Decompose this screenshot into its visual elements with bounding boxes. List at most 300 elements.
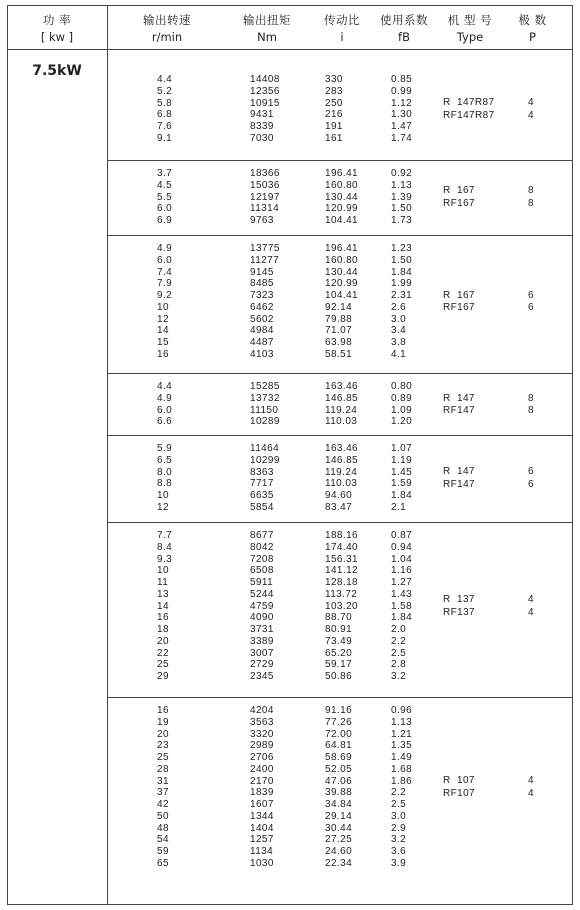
ratio-cell: 188.16 [325,530,358,541]
ratio-cell: 59.17 [325,659,353,671]
factor-cell: 1.84 [391,490,413,501]
torque-cell: 4759 [250,600,274,612]
factor-cell: 2.9 [391,822,407,834]
speed-cell: 6.0 [157,404,173,416]
header-ratio: 传动比 [324,13,360,27]
ratio-cell: 119.24 [325,466,358,478]
speed-cell: 29 [157,671,169,682]
ratio-cell: 120.99 [325,203,358,215]
factor-cell: 1.07 [391,443,413,454]
speed-cell: 6.6 [157,416,173,428]
group-ratios-column [325,705,352,870]
type-cell: RF147 [443,478,476,490]
speed-cell: 37 [157,787,169,799]
ratio-cell: 39.88 [325,787,353,799]
ratio-cell: 94.60 [325,490,353,501]
speed-cell: 6.0 [157,254,173,266]
ratio-cell: 79.88 [325,313,353,325]
speed-cell: 11 [157,577,169,588]
pole-cell: 4 [528,787,534,799]
speed-cell: 28 [157,763,169,775]
factor-cell: 0.99 [391,85,413,97]
torque-cell: 4487 [250,337,274,348]
pole-cell: 4 [528,109,534,121]
group-torques-column [250,705,274,870]
speed-cell: 48 [157,822,169,834]
torque-cell: 18366 [250,168,280,179]
group-ratios-column [325,74,343,145]
factor-cell: 0.94 [391,541,413,553]
torque-cell: 2345 [250,671,274,682]
speed-cell: 42 [157,799,169,810]
speed-cell: 65 [157,857,169,869]
factor-cell: 1.12 [391,97,413,109]
factor-cell: 3.4 [391,325,407,337]
torque-cell: 12356 [250,85,280,97]
group-speeds-column [157,168,172,227]
group-speeds-column [157,530,172,683]
speed-cell: 4.4 [157,74,173,85]
torque-cell: 8042 [250,541,274,553]
factor-cell: 1.21 [391,728,413,740]
selection-table [7,5,572,905]
torque-cell: 4984 [250,325,274,337]
group-torques-column [250,443,280,514]
group-factors-column [391,243,412,361]
ratio-cell: 283 [325,85,343,97]
speed-cell: 5.8 [157,97,173,109]
border-bottom [7,904,573,905]
ratio-cell: 110.03 [325,478,358,490]
factor-cell: 1.13 [391,716,413,728]
group-poles-column [528,290,534,315]
factor-cell: 1.45 [391,466,413,478]
torque-cell: 1607 [250,799,274,810]
torque-cell: 9431 [250,109,274,121]
speed-cell: 54 [157,834,169,846]
ratio-cell: 103.20 [325,600,358,612]
speed-cell: 12 [157,501,169,513]
group-types-column [443,185,475,210]
ratio-cell: 141.12 [325,565,358,577]
torque-cell: 15036 [250,179,280,191]
ratio-cell: 161 [325,132,343,144]
speed-cell: 18 [157,624,169,635]
group-divider [107,697,573,698]
speed-cell: 16 [157,348,169,360]
border-top [7,5,573,6]
pole-cell: 8 [528,197,534,209]
speed-cell: 6.9 [157,215,173,226]
group-speeds-column [157,443,172,514]
speed-cell: 7.9 [157,278,173,290]
factor-cell: 2.2 [391,635,407,647]
speed-cell: 5.5 [157,191,173,203]
factor-cell: 0.92 [391,168,413,179]
group-types-column [443,775,475,800]
factor-cell: 1.47 [391,121,413,132]
group-torques-column [250,530,274,683]
group-ratios-column [325,443,358,514]
torque-cell: 1134 [250,846,274,857]
group-ratios-column [325,381,358,428]
factor-cell: 1.68 [391,763,413,775]
group-factors-column [391,381,412,428]
group-types-column [443,466,475,491]
group-torques-column [250,74,280,145]
group-torques-column [250,381,280,428]
torque-cell: 1344 [250,810,274,822]
torque-cell: 6508 [250,565,274,577]
header-power: 功 率 [42,13,72,27]
speed-cell: 16 [157,705,169,716]
speed-cell: 8.0 [157,466,173,478]
torque-cell: 8363 [250,466,274,478]
speed-cell: 59 [157,846,169,857]
factor-cell: 1.84 [391,266,413,278]
factor-cell: 0.85 [391,74,413,85]
ratio-cell: 47.06 [325,775,353,787]
torque-cell: 2706 [250,752,274,763]
speed-cell: 14 [157,600,169,612]
factor-cell: 3.0 [391,313,407,325]
torque-cell: 3731 [250,624,274,635]
factor-cell: 0.96 [391,705,413,716]
ratio-cell: 58.51 [325,348,353,360]
ratio-cell: 130.44 [325,266,358,278]
header-type: 机 型 号 [447,13,493,27]
factor-cell: 1.20 [391,416,413,428]
ratio-cell: 50.86 [325,671,353,682]
speed-cell: 14 [157,325,169,337]
group-speeds-column [157,705,169,870]
header-poles-unit: P [529,30,536,44]
group-types-column [443,594,475,619]
factor-cell: 2.6 [391,301,407,313]
factor-cell: 1.50 [391,254,413,266]
ratio-cell: 65.20 [325,647,353,659]
torque-cell: 15285 [250,381,280,392]
speed-cell: 25 [157,659,169,671]
torque-cell: 1404 [250,822,274,834]
group-poles-column [528,185,534,210]
ratio-cell: 22.34 [325,857,353,869]
factor-cell: 3.8 [391,337,407,348]
speed-cell: 50 [157,810,169,822]
factor-cell: 1.19 [391,454,413,466]
speed-cell: 8.8 [157,478,173,490]
group-poles-column [528,594,534,619]
torque-cell: 1030 [250,857,274,869]
type-cell: RF147 [443,405,476,416]
speed-cell: 8.4 [157,541,173,553]
group-factors-column [391,74,412,145]
factor-cell: 2.31 [391,290,413,301]
ratio-cell: 128.18 [325,577,358,588]
torque-cell: 2400 [250,763,274,775]
torque-cell: 3320 [250,728,274,740]
header-service-factor-unit: fB [398,30,410,44]
ratio-cell: 34.84 [325,799,353,810]
header-speed-unit: r/min [151,30,183,44]
group-speeds-column [157,381,172,428]
torque-cell: 9763 [250,215,274,226]
ratio-cell: 119.24 [325,404,358,416]
torque-cell: 5911 [250,577,274,588]
factor-cell: 1.30 [391,109,413,121]
header-power-unit: [ kw ] [40,30,74,44]
factor-cell: 1.99 [391,278,413,290]
factor-cell: 3.0 [391,810,407,822]
pole-cell: 4 [528,594,534,606]
ratio-cell: 88.70 [325,612,353,624]
factor-cell: 1.39 [391,191,413,203]
speed-cell: 6.0 [157,203,173,215]
ratio-cell: 196.41 [325,168,358,179]
header-service-factor: 使用系数 [380,13,428,27]
torque-cell: 11314 [250,203,280,215]
header-divider [7,49,573,50]
torque-cell: 8339 [250,121,274,132]
type-cell: RF137 [443,606,476,618]
speed-cell: 16 [157,612,169,624]
speed-cell: 4.4 [157,381,173,392]
type-cell: R 167 [443,289,475,301]
factor-cell: 1.58 [391,600,413,612]
factor-cell: 3.6 [391,846,407,857]
group-torques-column [250,168,280,227]
torque-cell: 13775 [250,243,280,254]
ratio-cell: 63.98 [325,337,353,348]
group-types-column [443,290,475,315]
header-speed: 输出转速 [143,13,191,27]
factor-cell: 1.43 [391,588,413,600]
group-poles-column [528,775,534,800]
speed-cell: 20 [157,728,169,740]
ratio-cell: 71.07 [325,325,353,337]
type-cell: RF167 [443,302,476,314]
factor-cell: 2.1 [391,501,407,513]
torque-cell: 5244 [250,588,274,600]
ratio-cell: 156.31 [325,553,358,565]
group-divider [107,435,573,436]
torque-cell: 12197 [250,191,280,203]
header-torque: 输出扭矩 [243,13,291,27]
ratio-cell: 29.14 [325,810,353,822]
factor-cell: 2.8 [391,659,407,671]
group-poles-column [528,97,534,122]
ratio-cell: 91.16 [325,705,353,716]
ratio-cell: 160.80 [325,254,358,266]
factor-cell: 1.23 [391,243,413,254]
ratio-cell: 83.47 [325,501,353,513]
ratio-cell: 77.26 [325,716,353,728]
type-cell: R 137 [443,594,475,606]
border-left [7,5,8,905]
speed-cell: 4.5 [157,179,173,191]
pole-cell: 6 [528,302,534,314]
type-cell: R 147R87 [443,97,495,109]
torque-cell: 10299 [250,454,280,466]
speed-cell: 7.7 [157,530,173,541]
factor-cell: 1.13 [391,179,413,191]
ratio-cell: 24.60 [325,846,353,857]
group-factors-column [391,443,412,514]
header-poles: 极 数 [518,13,547,27]
torque-cell: 1839 [250,787,274,799]
speed-cell: 4.9 [157,392,173,404]
factor-cell: 2.5 [391,799,407,810]
ratio-cell: 30.44 [325,822,353,834]
factor-cell: 2.5 [391,647,407,659]
factor-cell: 1.59 [391,478,413,490]
factor-cell: 1.16 [391,565,413,577]
torque-cell: 3389 [250,635,274,647]
header-ratio-unit: i [340,30,344,44]
group-factors-column [391,530,412,683]
ratio-cell: 174.40 [325,541,358,553]
group-divider [107,373,573,374]
group-factors-column [391,168,412,227]
speed-cell: 22 [157,647,169,659]
factor-cell: 1.50 [391,203,413,215]
ratio-cell: 113.72 [325,588,358,600]
group-divider [107,160,573,161]
pole-cell: 4 [528,775,534,787]
type-cell: RF167 [443,197,476,209]
speed-cell: 7.4 [157,266,173,278]
ratio-cell: 130.44 [325,191,358,203]
torque-cell: 6462 [250,301,274,313]
ratio-cell: 92.14 [325,301,353,313]
group-speeds-column [157,74,172,145]
torque-cell: 4103 [250,348,274,360]
speed-cell: 4.9 [157,243,173,254]
torque-cell: 10915 [250,97,280,109]
header-type-unit: Type [456,30,484,44]
ratio-cell: 196.41 [325,243,358,254]
group-speeds-column [157,243,172,361]
torque-cell: 13732 [250,392,280,404]
speed-cell: 13 [157,588,169,600]
torque-cell: 2729 [250,659,274,671]
torque-cell: 1257 [250,834,274,846]
speed-cell: 6.8 [157,109,173,121]
torque-cell: 10289 [250,416,280,428]
type-cell: R 147 [443,466,475,478]
torque-cell: 6635 [250,490,274,501]
speed-cell: 9.3 [157,553,173,565]
ratio-cell: 80.91 [325,624,353,635]
ratio-cell: 191 [325,121,343,132]
type-cell: RF147R87 [443,109,495,121]
type-cell: RF107 [443,787,476,799]
ratio-cell: 73.49 [325,635,353,647]
ratio-cell: 330 [325,74,343,85]
type-cell: R 147 [443,392,475,404]
speed-cell: 19 [157,716,169,728]
border-right [572,5,573,905]
torque-cell: 11150 [250,404,279,416]
ratio-cell: 58.69 [325,752,353,763]
factor-cell: 1.84 [391,612,413,624]
factor-cell: 3.9 [391,857,407,869]
group-divider [107,522,573,523]
torque-cell: 5854 [250,501,274,513]
factor-cell: 0.89 [391,392,413,404]
ratio-cell: 146.85 [325,454,358,466]
group-divider [107,235,573,236]
speed-cell: 20 [157,635,169,647]
pole-cell: 6 [528,289,534,301]
speed-cell: 7.6 [157,121,173,132]
ratio-cell: 104.41 [325,215,358,226]
torque-cell: 7208 [250,553,274,565]
group-ratios-column [325,243,358,361]
torque-cell: 14408 [250,74,280,85]
group-poles-column [528,466,534,491]
group-ratios-column [325,530,358,683]
ratio-cell: 146.85 [325,392,358,404]
ratio-cell: 163.46 [325,381,358,392]
speed-cell: 5.9 [157,443,173,454]
torque-cell: 7323 [250,290,274,301]
torque-cell: 7717 [250,478,274,490]
pole-cell: 8 [528,185,534,197]
torque-cell: 3563 [250,716,274,728]
factor-cell: 4.1 [391,348,407,360]
speed-cell: 12 [157,313,169,325]
factor-cell: 1.27 [391,577,413,588]
factor-cell: 3.2 [391,834,407,846]
torque-cell: 7030 [250,132,274,144]
speed-cell: 10 [157,565,169,577]
pole-cell: 8 [528,405,534,416]
power-column-divider [107,5,108,905]
factor-cell: 1.74 [391,132,413,144]
speed-cell: 15 [157,337,169,348]
ratio-cell: 160.80 [325,179,358,191]
ratio-cell: 250 [325,97,343,109]
pole-cell: 4 [528,606,534,618]
speed-cell: 9.1 [157,132,173,144]
factor-cell: 1.49 [391,752,413,763]
ratio-cell: 216 [325,109,343,121]
speed-cell: 9.2 [157,290,173,301]
torque-cell: 2170 [250,775,274,787]
factor-cell: 0.80 [391,381,413,392]
speed-cell: 6.5 [157,454,173,466]
torque-cell: 11464 [250,443,280,454]
factor-cell: 1.35 [391,740,413,752]
ratio-cell: 110.03 [325,416,358,428]
pole-cell: 6 [528,466,534,478]
ratio-cell: 120.99 [325,278,358,290]
ratio-cell: 64.81 [325,740,353,752]
pole-cell: 8 [528,392,534,404]
ratio-cell: 27.25 [325,834,353,846]
torque-cell: 5602 [250,313,274,325]
torque-cell: 9145 [250,266,274,278]
factor-cell: 1.04 [391,553,413,565]
group-ratios-column [325,168,358,227]
torque-cell: 2989 [250,740,274,752]
torque-cell: 4090 [250,612,274,624]
group-types-column [443,97,495,122]
ratio-cell: 72.00 [325,728,353,740]
torque-cell: 8677 [250,530,274,541]
torque-cell: 3007 [250,647,274,659]
